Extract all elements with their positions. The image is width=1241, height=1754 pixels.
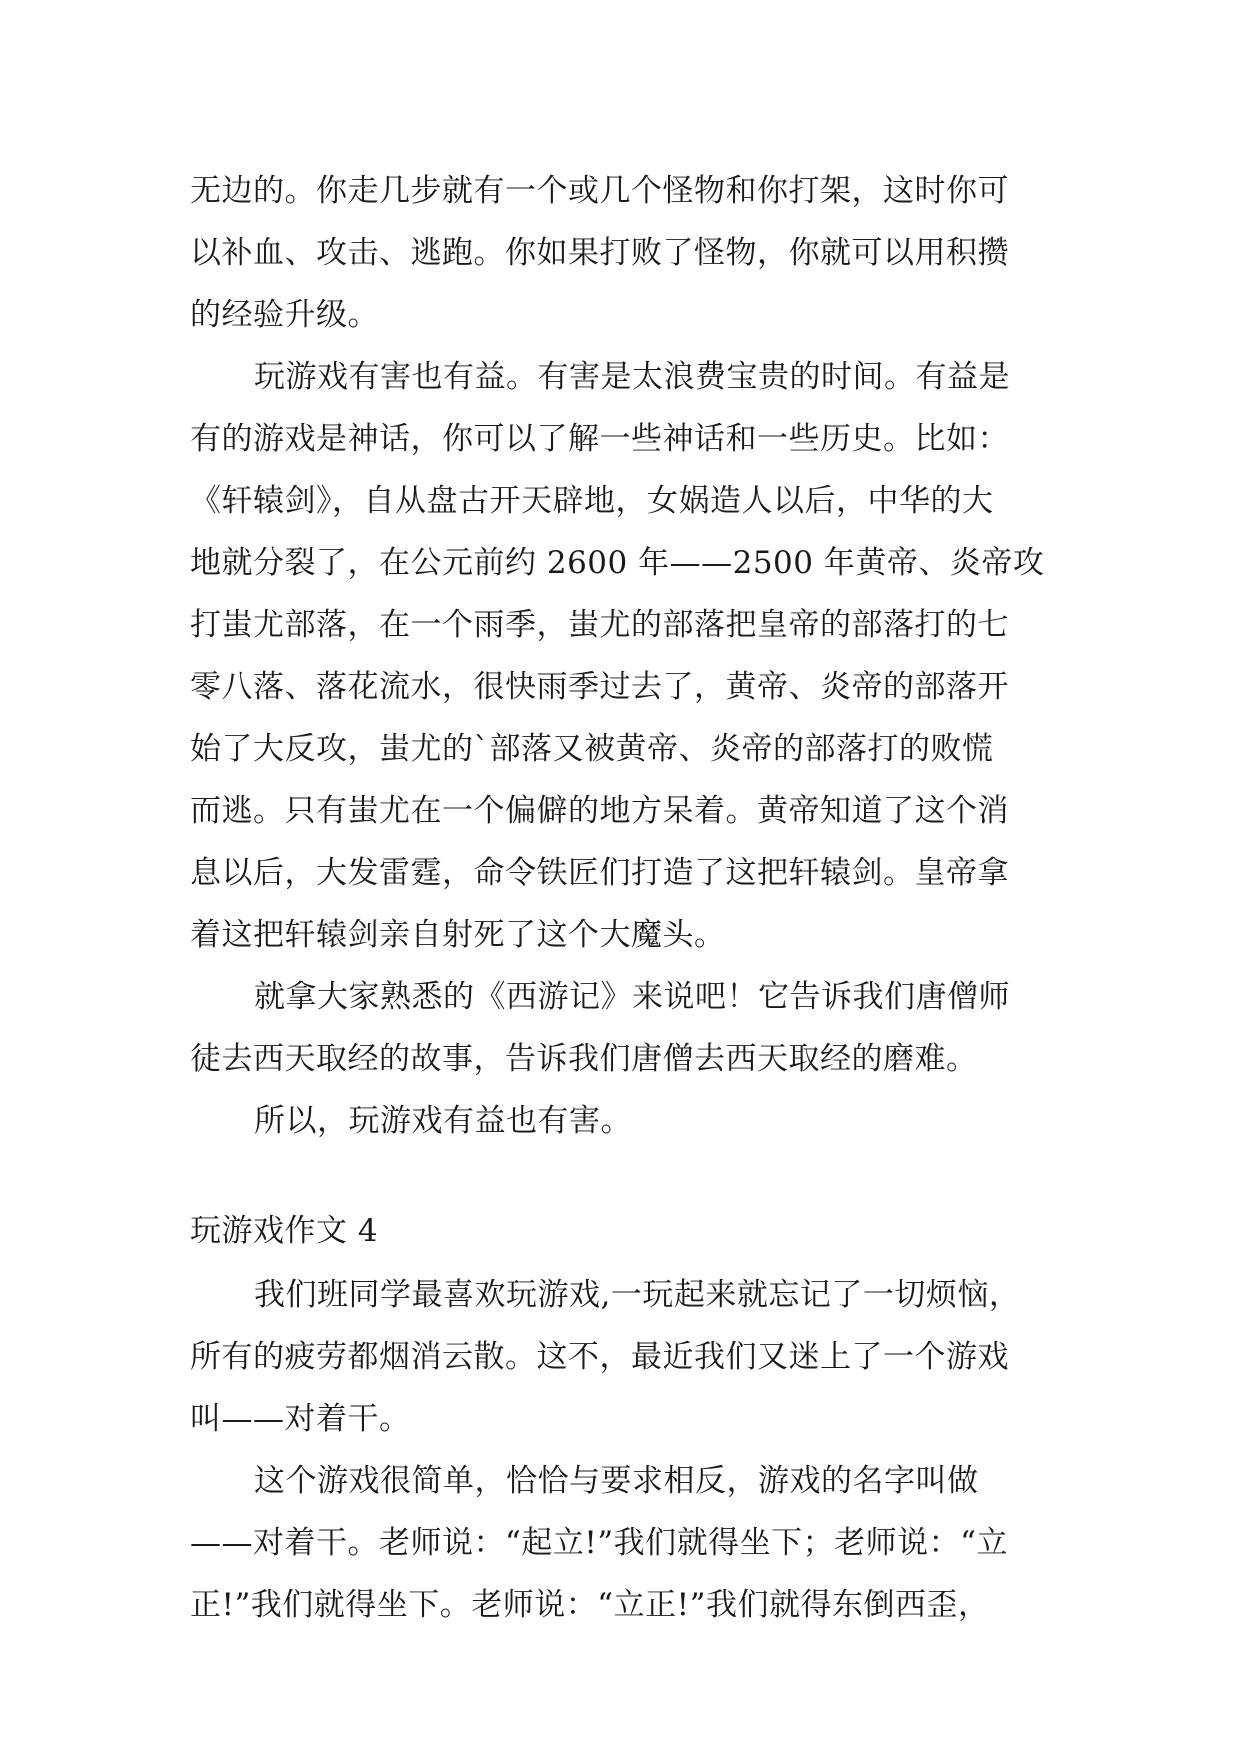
paragraph-line: 《轩辕剑》，自从盘古开天辟地，女娲造人以后，中华的大: [190, 483, 994, 519]
paragraph-line: 玩游戏有害也有益。有害是太浪费宝贵的时间。有益是: [254, 359, 1010, 395]
paragraph-line: 正!”我们就得坐下。老师说：“立正!”我们就得东倒西歪，: [190, 1587, 990, 1623]
paragraph-line: 叫——对着干。: [190, 1401, 411, 1437]
paragraph-line: 我们班同学最喜欢玩游戏,一玩起来就忘记了一切烦恼，: [254, 1277, 1021, 1313]
paragraph-line: 地就分裂了，在公元前约 2600 年——2500 年黄帝、炎帝攻: [190, 545, 1045, 581]
paragraph-line: 这个游戏很简单，恰恰与要求相反，游戏的名字叫做: [254, 1463, 979, 1499]
paragraph-line: 徒去西天取经的故事，告诉我们唐僧去西天取经的磨难。: [190, 1041, 978, 1077]
paragraph-line: 所以，玩游戏有益也有害。: [254, 1103, 632, 1139]
paragraph-line: 就拿大家熟悉的《西游记》来说吧！它告诉我们唐僧师: [254, 979, 1010, 1015]
paragraph-line: 以补血、攻击、逃跑。你如果打败了怪物，你就可以用积攒: [190, 235, 1009, 271]
paragraph-line: 息以后，大发雷霆，命令铁匠们打造了这把轩辕剑。皇帝拿: [190, 855, 1009, 891]
section-heading: 玩游戏作文 4: [190, 1213, 379, 1249]
paragraph-line: 着这把轩辕剑亲自射死了这个大魔头。: [190, 917, 726, 953]
paragraph-line: 有的游戏是神话，你可以了解一些神话和一些历史。比如：: [190, 421, 1009, 457]
paragraph-line: ——对着干。老师说：“起立!”我们就得坐下；老师说：“立: [190, 1525, 1008, 1561]
paragraph-line: 所有的疲劳都烟消云散。这不，最近我们又迷上了一个游戏: [190, 1339, 1009, 1375]
paragraph-line: 的经验升级。: [190, 297, 379, 333]
paragraph-line: 而逃。只有蚩尤在一个偏僻的地方呆着。黄帝知道了这个消: [190, 793, 1009, 829]
paragraph-line: 无边的。你走几步就有一个或几个怪物和你打架，这时你可: [190, 173, 1009, 209]
paragraph-line: 零八落、落花流水，很快雨季过去了，黄帝、炎帝的部落开: [190, 669, 1009, 705]
paragraph-line: 始了大反攻，蚩尤的`部落又被黄帝、炎帝的部落打的败慌: [190, 731, 994, 767]
paragraph-line: 打蚩尤部落，在一个雨季，蚩尤的部落把皇帝的部落打的七: [190, 607, 1009, 643]
